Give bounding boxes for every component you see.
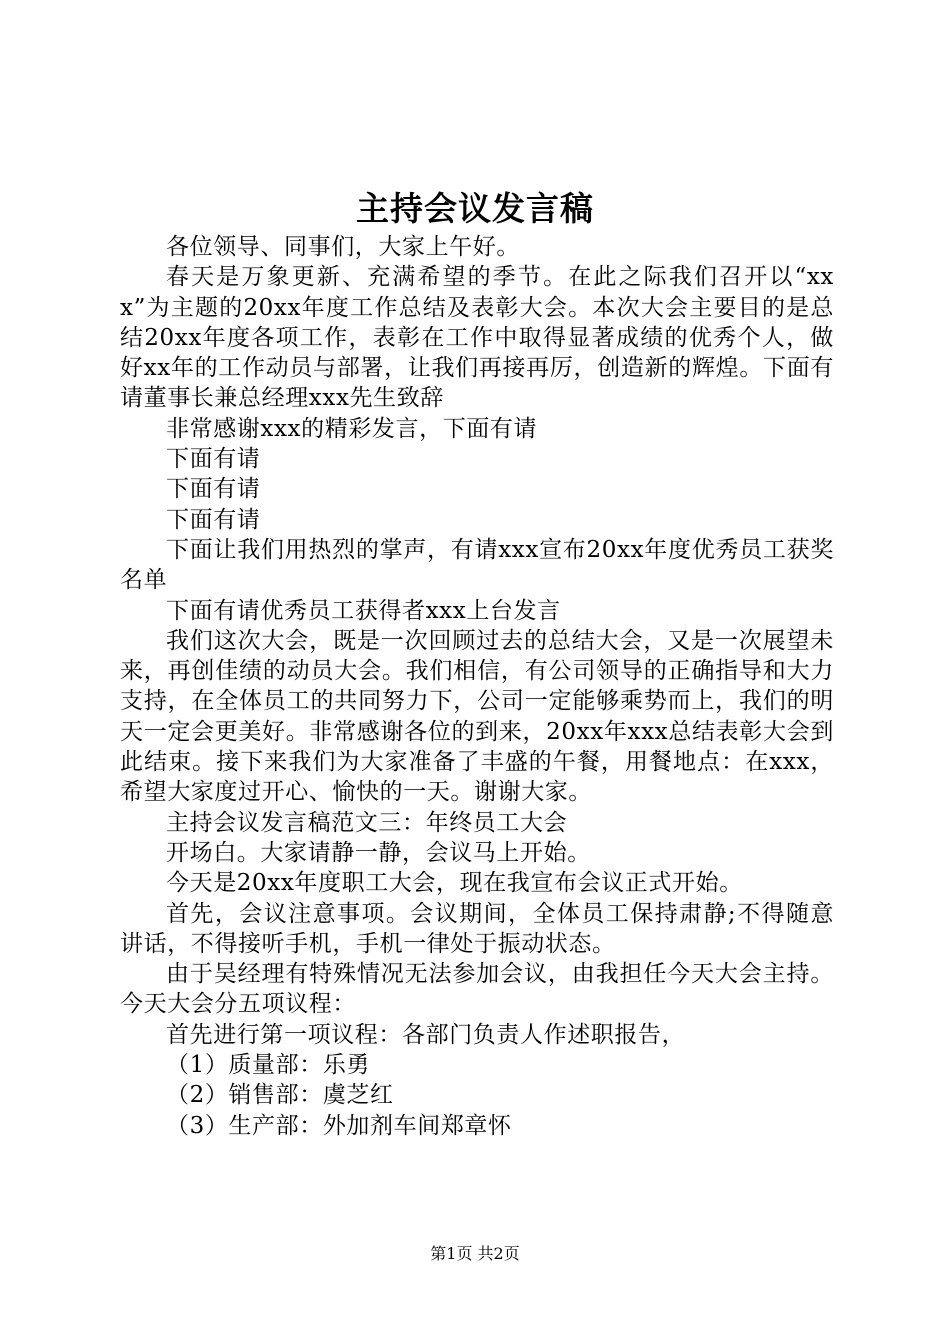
document-body: [120, 232, 834, 1141]
paragraph: 下面有请优秀员工获得者xxx上台发言: [166, 597, 561, 624]
list-item: （2）销售部：虞芝红: [166, 1082, 394, 1109]
page-total: 共2页: [477, 1244, 520, 1263]
paragraph: 由于吴经理有特殊情况无法参加会议，由我担任今天大会主持。今天大会分五项议程：: [120, 961, 834, 1018]
paragraph: 今天是20xx年度职工大会，现在我宣布会议正式开始。: [166, 870, 743, 897]
paragraph: 我们这次大会，既是一次回顾过去的总结大会，又是一次展望未来，再创佳绩的动员大会。我们相信，有公司领导的正确指导和大力支持，在全体员工的共同努力下，公司一定能够乘势而上，我们的明天一定会更美好。非常感谢各位的到来，20xx年xxx总结表彰大会到此结束。接下来我们为大家准备了丰盛的午餐，用餐地点：在xxx，希望大家度过开心、愉快的一天。谢谢大家。: [120, 627, 834, 806]
paragraph: 各位领导、同事们，大家上午好。: [166, 234, 520, 260]
paragraph: 下面有请: [166, 476, 261, 503]
paragraph: 下面让我们用热烈的掌声，有请xxx宣布20xx年度优秀员工获奖名单: [120, 536, 834, 594]
document-title: 主持会议发言稿: [356, 189, 594, 228]
paragraph: 首先进行第一项议程：各部门负责人作述职报告，: [166, 1021, 686, 1048]
paragraph: 首先，会议注意事项。会议期间，全体员工保持肃静;不得随意讲话，不得接听手机，手机一律处于振动状态。: [120, 900, 834, 957]
paragraph: 非常感谢xxx的精彩发言，下面有请: [166, 415, 538, 442]
paragraph: 主持会议发言稿范文三：年终员工大会: [166, 809, 568, 836]
page-number: 第1页: [430, 1244, 473, 1263]
paragraph: 下面有请: [166, 446, 261, 473]
page-footer: [0, 1242, 950, 1266]
list-item: （3）生产部：外加剂车间郑章怀: [166, 1112, 512, 1139]
list-item: （1）质量部：乐勇: [166, 1052, 371, 1079]
paragraph: 下面有请: [166, 506, 261, 533]
paragraph: 春天是万象更新、充满希望的季节。在此之际我们召开以“xxx”为主题的20xx年度工作总结及表彰大会。本次大会主要目的是总结20xx年度各项工作，表彰在工作中取得显著成绩的优秀个人，做好xx年的工作动员与部署，让我们再接再厉，创造新的辉煌。下面有请董事长兼总经理xxx先生致辞: [120, 264, 834, 412]
paragraph: 开场白。大家请静一静，会议马上开始。: [166, 839, 591, 866]
